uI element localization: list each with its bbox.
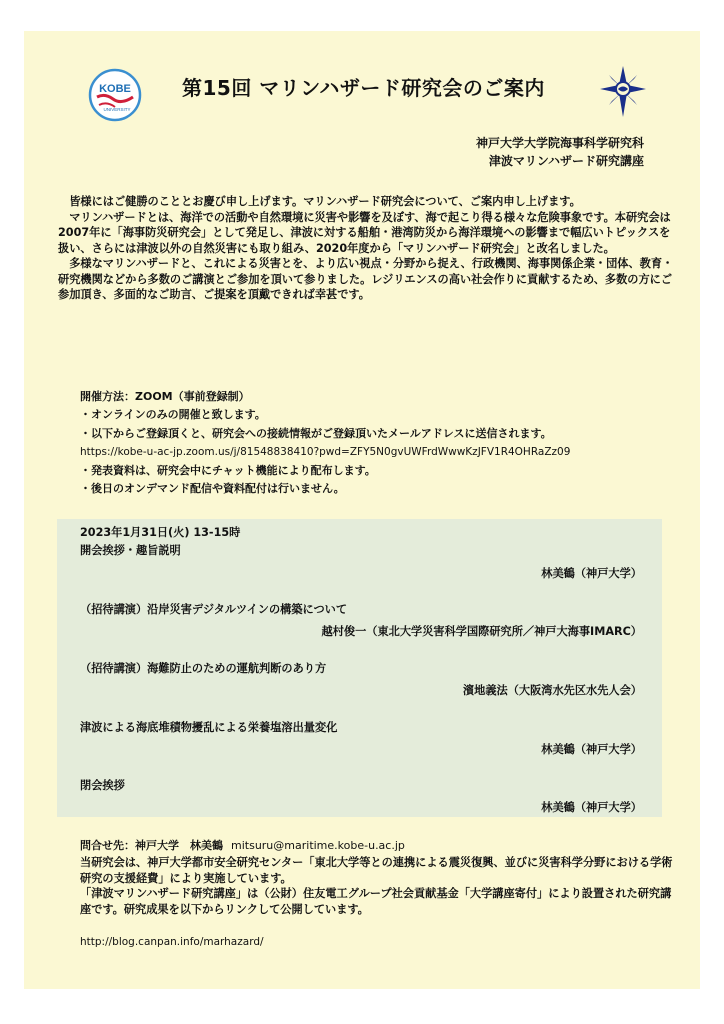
org-line-1: 神戸大学大学院海事科学研究科 bbox=[475, 136, 644, 150]
program-item-speaker: 林美鶴（神戸大学） bbox=[541, 743, 642, 756]
program-date: 2023年1月31日(火) 13-15時 bbox=[80, 526, 241, 539]
program-item-title: （招待講演）海難防止のための運航判断のあり方 bbox=[80, 662, 327, 675]
logo-subtext: UNIVERSITY bbox=[103, 107, 131, 112]
contact-info bbox=[80, 837, 405, 853]
compass-emblem-icon bbox=[598, 65, 648, 119]
ack-paragraph-1: 当研究会は、神戸大学都市安全研究センター「東北大学等との連携による震災復興、並びに災害科学分野における学術研究の支援経費」により実施しています。 bbox=[80, 856, 673, 885]
program-item-speaker: 越村俊一（東北大学災害科学国際研究所／神戸大海事IMARC） bbox=[321, 625, 642, 638]
kobe-university-logo-icon bbox=[87, 67, 143, 123]
contact-email-link[interactable]: mitsuru@maritime.kobe-u.ac.jp bbox=[231, 839, 405, 852]
org-line-2: 津波マリンハザード研究講座 bbox=[488, 154, 644, 168]
intro-paragraph-3: 多様なマリンハザードと、これによる災害とを、より広い視点・分野から捉え、行政機関、海事関係企業・団体、教育・研究機関などから多数のご講演とご参加を頂いて参りました。レジリエンスの高い社会作りに貢献するため、多数の方にご参加頂き、多面的なご助言、ご提案を頂戴できれば幸甚です。 bbox=[58, 257, 674, 301]
program-item-speaker: 林美鶴（神戸大学） bbox=[541, 567, 642, 580]
method-item-2: ・以下からご登録頂くと、研究会への接続情報がご登録頂いたメールアドレスに送信されます。 bbox=[80, 426, 552, 440]
method-item-1: ・オンラインのみの開催と致します。 bbox=[80, 408, 266, 422]
page-title: 第15回 マリンハザード研究会のご案内 bbox=[182, 76, 545, 100]
method-item-3: ・発表資料は、研究会中にチャット機能により配布します。 bbox=[80, 463, 376, 477]
program-item-speaker: 濱地義法（大阪湾水先区水先人会） bbox=[462, 684, 642, 697]
intro-paragraph-2: マリンハザードとは、海洋での活動や自然環境に災害や影響を及ぼす、海で起こり得る様々な危険事象です。本研究会は2007年に「海事防災研究会」として発足し、津波に対する船舶・港湾防災から海洋環境への影響まで幅広いトピックスを扱い、さらには津波以外の自然災害にも取り組み、2020年度から「マリンハザード研究会」と改名しました。 bbox=[58, 210, 671, 255]
method-item-4: ・後日のオンデマンド配信や資料配付は行いません。 bbox=[80, 482, 345, 496]
method-heading: 開催方法：ZOOM（事前登録制） bbox=[80, 390, 250, 403]
program-item-speaker: 林美鶴（神戸大学） bbox=[541, 801, 642, 814]
flyer-page bbox=[24, 31, 700, 989]
program-item-title: 閉会挨拶 bbox=[80, 779, 125, 792]
blog-link[interactable]: http://blog.canpan.info/marhazard/ bbox=[80, 936, 264, 948]
program-item-title: （招待講演）沿岸災害デジタルツインの構築について bbox=[80, 603, 348, 616]
organization bbox=[476, 134, 644, 170]
registration-link[interactable]: https://kobe-u-ac-jp.zoom.us/j/81548838410?pwd=ZFY5N0gvUWFrdWwwKzJFV1R4OHRaZz09 bbox=[80, 446, 571, 459]
program-item-title: 津波による海底堆積物擾乱による栄養塩溶出量変化 bbox=[80, 721, 338, 734]
meeting-method bbox=[80, 388, 690, 498]
introduction bbox=[58, 194, 674, 303]
contact-label: 問合せ先：神戸大学 林美鶴 bbox=[80, 839, 223, 852]
intro-paragraph-1: 皆様にはご健勝のこととお慶び申し上げます。マリンハザード研究会について、ご案内申し上げます。 bbox=[69, 195, 581, 208]
program-item-title: 開会挨拶・趣旨説明 bbox=[80, 544, 181, 557]
logo-text: KOBE bbox=[99, 83, 131, 95]
program-box bbox=[57, 519, 662, 817]
acknowledgement bbox=[80, 855, 680, 917]
ack-paragraph-2: 「津波マリンハザード研究講座」は（公財）住友電工グループ社会貢献基金「大学講座寄付」により設置された研究講座です。研究成果を以下からリンクして公開しています。 bbox=[80, 887, 672, 916]
